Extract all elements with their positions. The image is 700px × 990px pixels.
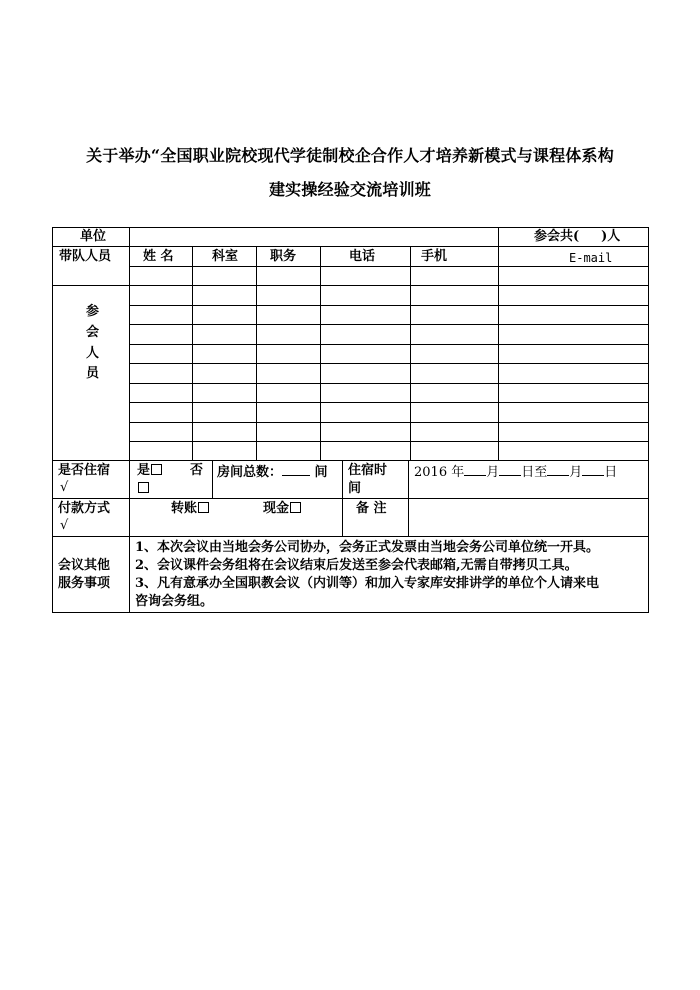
service-item: 2、会议课件会务组将在会议结束后发送至参会代表邮箱,无需自带拷贝工具。: [135, 558, 578, 573]
stay-date-range[interactable]: 2016 年 月 日至 月 日: [414, 465, 618, 480]
col-line: [342, 460, 343, 537]
row-line: [129, 305, 649, 306]
lodging-yes-option[interactable]: 是: [137, 463, 162, 479]
row-line: [129, 383, 649, 384]
col-header-dept: 科室: [212, 249, 239, 264]
services-label-2: 服务事项: [58, 576, 111, 591]
col-header-mobile: 手机: [421, 249, 448, 264]
room-total-field[interactable]: 房间总数： 间: [217, 465, 328, 480]
table-border-top: [52, 227, 649, 228]
stay-time-label-1: 住宿时: [348, 463, 388, 478]
unit-label: 单位: [80, 229, 107, 244]
payment-label: 付款方式: [58, 501, 111, 516]
row-line: [129, 441, 649, 442]
row-line: [52, 246, 649, 247]
lodging-check-mark: √: [60, 480, 69, 495]
col-line: [212, 460, 213, 499]
row-line: [52, 498, 649, 499]
col-line: [408, 460, 409, 537]
col-line: [192, 246, 193, 461]
yes-checkbox[interactable]: [151, 464, 162, 475]
attendees-label-char: 会: [86, 325, 100, 340]
row-line: [129, 402, 649, 403]
row-line: [129, 422, 649, 423]
row-line: [129, 324, 649, 325]
no-checkbox[interactable]: [138, 482, 149, 493]
col-line: [320, 246, 321, 461]
col-line: [256, 246, 257, 461]
col-header-email: E-mail: [569, 251, 613, 265]
document-title-line-2: 建实操经验交流培训班: [268, 180, 431, 199]
attendees-label-char: 员: [86, 366, 100, 381]
service-item: 咨询会务组。: [135, 594, 214, 609]
attendees-label-char: 参: [86, 304, 100, 319]
col-header-position: 职务: [270, 249, 297, 264]
transfer-checkbox[interactable]: [198, 502, 209, 513]
lodging-no-label: 否: [190, 463, 204, 478]
service-item: 3、凡有意承办全国职教会议（内训等）和加入专家库安排讲学的单位个人请来电: [135, 576, 600, 591]
attendee-total-label: 参会共( )人: [534, 229, 621, 244]
attendees-label-char: 人: [86, 346, 100, 361]
remark-label: 备 注: [356, 501, 387, 516]
col-line: [129, 227, 130, 613]
row-line: [129, 344, 649, 345]
row-line: [52, 460, 649, 461]
stay-time-label-2: 间: [348, 481, 362, 496]
payment-check-mark: √: [60, 518, 69, 533]
cash-option[interactable]: 现金: [263, 501, 301, 517]
document-title-line-1: 关于举办“全国职业院校现代学徒制校企合作人才培养新模式与课程体系构: [86, 146, 614, 165]
services-label-1: 会议其他: [58, 558, 111, 573]
service-item: 1、本次会议由当地会务公司协办，会务正式发票由当地会务公司单位统一开具。: [135, 540, 600, 555]
cash-checkbox[interactable]: [290, 502, 301, 513]
col-line: [498, 246, 499, 461]
row-line: [129, 266, 649, 267]
lodging-label: 是否住宿: [58, 463, 111, 478]
row-line: [52, 536, 649, 537]
table-border-bottom: [52, 612, 649, 613]
col-line: [410, 246, 411, 461]
row-line: [129, 363, 649, 364]
lodging-no-option[interactable]: [137, 481, 149, 497]
col-header-name: 姓 名: [143, 249, 174, 264]
transfer-option[interactable]: 转账: [171, 501, 209, 517]
col-header-phone: 电话: [349, 249, 376, 264]
row-line: [52, 285, 649, 286]
col-line: [498, 227, 499, 247]
leader-label: 带队人员: [59, 249, 112, 264]
